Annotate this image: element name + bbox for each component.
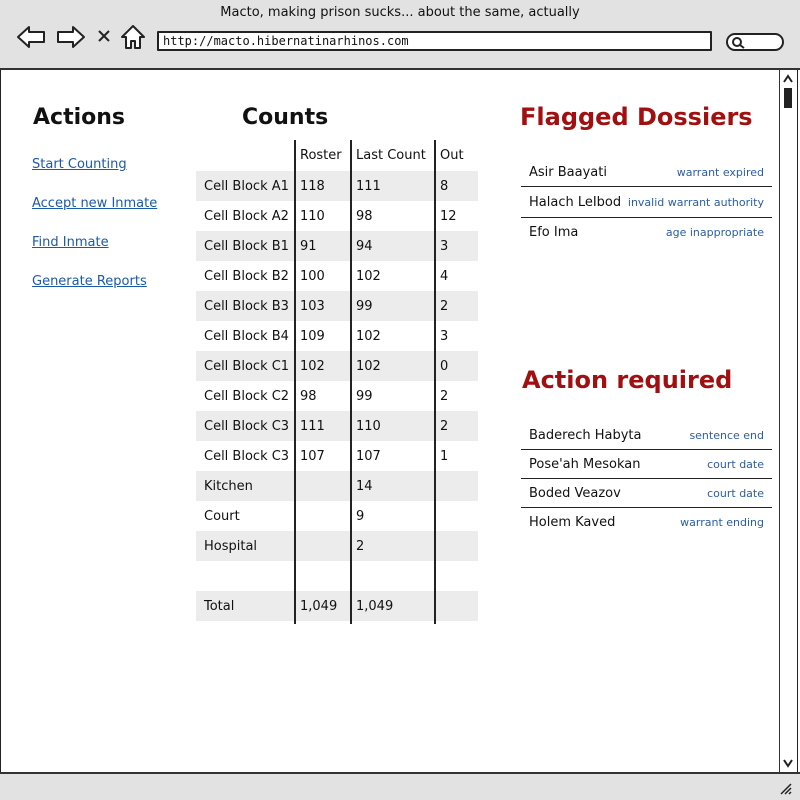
counts-heading: Counts	[242, 105, 329, 130]
actions-list	[32, 157, 157, 313]
last-count-cell: 102	[356, 328, 381, 344]
column-divider	[350, 140, 352, 624]
dossier-name: Asir Baayati	[529, 164, 607, 180]
find-inmate-link[interactable]: Find Inmate	[32, 235, 109, 250]
row-label: Court	[204, 508, 240, 524]
last-count-cell: 14	[356, 478, 373, 494]
list-item[interactable]	[521, 187, 772, 218]
row-label: Cell Block C1	[204, 358, 290, 374]
out-cell: 1	[440, 448, 449, 464]
forward-icon[interactable]	[56, 24, 86, 50]
row-label: Hospital	[204, 538, 258, 554]
last-count-cell: 9	[356, 508, 365, 524]
out-cell: 3	[440, 328, 449, 344]
actions-heading: Actions	[33, 105, 125, 130]
action-reason: court date	[707, 486, 764, 500]
action-reason: sentence end	[689, 428, 764, 442]
row-label: Cell Block A2	[204, 208, 289, 224]
out-cell: 3	[440, 238, 449, 254]
home-icon[interactable]	[120, 24, 146, 50]
flagged-dossiers-list	[521, 158, 772, 247]
row-label: Cell Block B2	[204, 268, 289, 284]
roster-cell: 109	[300, 328, 325, 344]
scroll-down-icon[interactable]	[783, 758, 793, 768]
action-required-heading: Action required	[522, 366, 733, 394]
row-label: Cell Block B4	[204, 328, 289, 344]
roster-cell: 107	[300, 448, 325, 464]
column-header: Last Count	[356, 148, 426, 163]
row-label: Total	[204, 598, 235, 614]
dossier-reason: age inappropriate	[665, 226, 764, 239]
inmate-name: Holem Kaved	[529, 515, 616, 530]
roster-cell: 1,049	[300, 598, 338, 614]
out-cell: 8	[440, 178, 449, 194]
browser-toolbar	[0, 0, 800, 70]
last-count-cell: 102	[356, 358, 381, 374]
resize-grip-icon[interactable]	[778, 781, 792, 795]
roster-cell: 111	[300, 418, 325, 434]
flagged-dossiers-heading: Flagged Dossiers	[520, 103, 753, 131]
roster-cell: 110	[300, 208, 325, 224]
accept-new-inmate-link[interactable]: Accept new Inmate	[32, 196, 158, 211]
status-bar	[0, 772, 800, 800]
generate-reports-link[interactable]: Generate Reports	[32, 274, 147, 289]
column-header: Roster	[300, 148, 342, 163]
row-label: Cell Block C3	[204, 448, 290, 464]
column-divider	[294, 140, 296, 624]
action-reason: court date	[707, 457, 764, 471]
row-label: Cell Block C3	[204, 418, 290, 434]
start-counting-link[interactable]: Start Counting	[32, 157, 127, 172]
scrollbar-thumb[interactable]	[784, 88, 792, 108]
roster-cell: 98	[300, 388, 317, 404]
row-label: Cell Block C2	[204, 388, 290, 404]
last-count-cell: 94	[356, 238, 373, 254]
column-divider	[434, 140, 436, 624]
list-item[interactable]	[521, 450, 772, 479]
row-label: Cell Block A1	[204, 178, 289, 194]
last-count-cell: 107	[356, 448, 381, 464]
out-cell: 2	[440, 388, 449, 404]
back-icon[interactable]	[16, 24, 46, 50]
inmate-name: Baderech Habyta	[529, 427, 642, 443]
dossier-reason: invalid warrant authority	[627, 195, 764, 209]
last-count-cell: 98	[356, 208, 373, 224]
row-label: Cell Block B1	[204, 238, 289, 254]
list-item[interactable]	[521, 218, 772, 247]
scroll-up-icon[interactable]	[783, 74, 793, 84]
search-icon	[731, 36, 745, 50]
out-cell: 0	[440, 358, 449, 374]
last-count-cell: 99	[356, 298, 373, 314]
column-header: Out	[440, 148, 464, 163]
out-cell: 12	[440, 208, 457, 224]
list-item[interactable]	[521, 158, 772, 187]
dossier-name: Efo Ima	[529, 225, 579, 240]
inmate-name: Pose'ah Mesokan	[529, 456, 641, 472]
roster-cell: 100	[300, 268, 325, 284]
inmate-name: Boded Veazov	[529, 485, 621, 501]
action-required-list	[521, 421, 772, 537]
last-count-cell: 110	[356, 418, 381, 434]
roster-cell: 91	[300, 238, 317, 254]
roster-cell: 103	[300, 298, 325, 314]
window-title: Macto, making prison sucks... about the same, actually	[220, 5, 580, 20]
dossier-reason: warrant expired	[676, 165, 764, 179]
row-label: Cell Block B3	[204, 298, 289, 314]
list-item[interactable]	[521, 421, 772, 450]
out-cell: 2	[440, 418, 449, 434]
list-item[interactable]	[521, 508, 772, 537]
roster-cell: 102	[300, 358, 325, 374]
dossier-name: Halach LeIbod	[529, 194, 622, 210]
action-reason: warrant ending	[680, 516, 764, 529]
last-count-cell: 2	[356, 538, 365, 554]
last-count-cell: 99	[356, 388, 373, 404]
search-box[interactable]	[726, 33, 784, 51]
close-icon[interactable]	[97, 29, 111, 43]
address-bar[interactable]: http://macto.hibernatinarhinos.com	[157, 31, 712, 51]
out-cell: 2	[440, 298, 449, 314]
last-count-cell: 111	[356, 178, 381, 194]
vertical-scrollbar[interactable]	[779, 70, 797, 772]
last-count-cell: 1,049	[356, 598, 394, 614]
last-count-cell: 102	[356, 268, 381, 284]
out-cell: 4	[440, 268, 449, 284]
list-item[interactable]	[521, 479, 772, 508]
roster-cell: 118	[300, 178, 325, 194]
row-label: Kitchen	[204, 478, 253, 494]
